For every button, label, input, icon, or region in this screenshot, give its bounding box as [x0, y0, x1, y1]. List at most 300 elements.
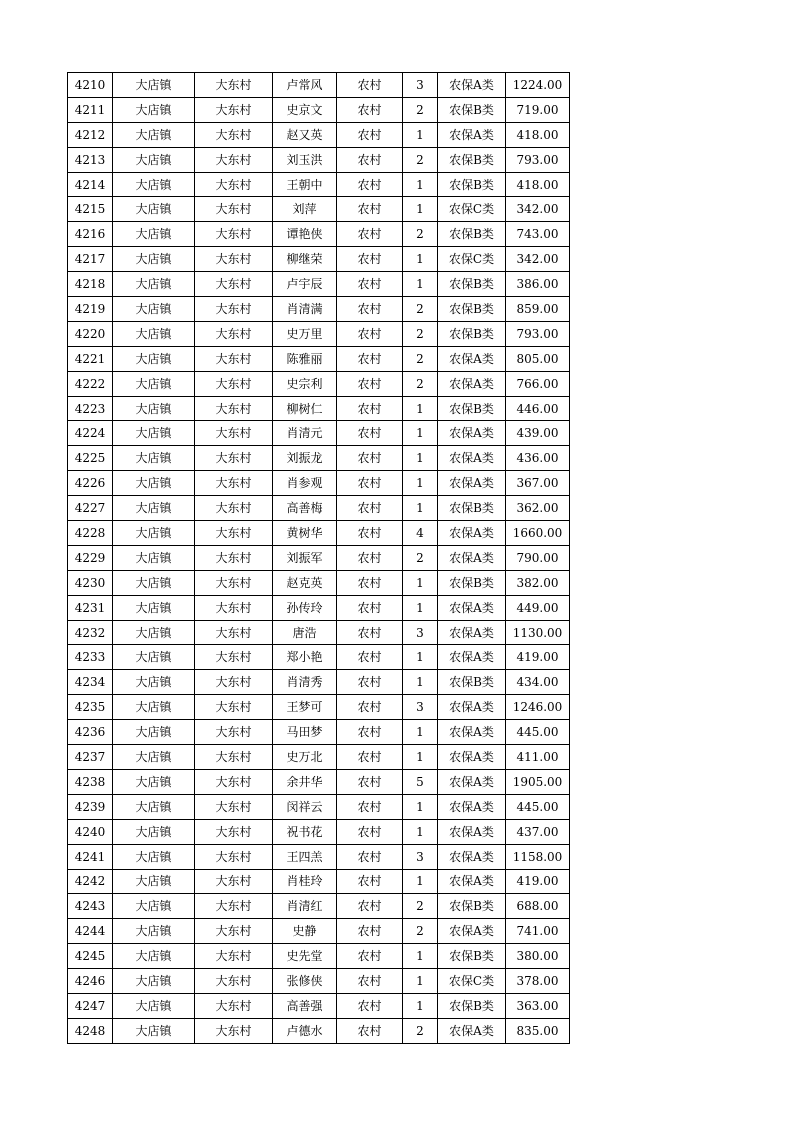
table-row: [68, 993, 570, 1018]
amount-cell: 449.00: [506, 595, 570, 620]
town-cell: 大店镇: [113, 247, 195, 272]
table-row: [68, 869, 570, 894]
member-count-cell: 2: [403, 1018, 438, 1043]
amount-cell: 362.00: [506, 496, 570, 521]
row-number-cell: 4220: [68, 321, 113, 346]
row-number-cell: 4247: [68, 993, 113, 1018]
member-count-cell: 1: [403, 869, 438, 894]
category-cell: 农保B类: [438, 944, 506, 969]
village-cell: 大东村: [195, 919, 273, 944]
table-row: [68, 521, 570, 546]
table-row: [68, 819, 570, 844]
category-cell: 农保A类: [438, 595, 506, 620]
row-number-cell: 4211: [68, 97, 113, 122]
household-type-cell: 农村: [337, 819, 403, 844]
category-cell: 农保B类: [438, 670, 506, 695]
member-count-cell: 1: [403, 595, 438, 620]
amount-cell: 719.00: [506, 97, 570, 122]
member-count-cell: 1: [403, 446, 438, 471]
category-cell: 农保B类: [438, 272, 506, 297]
town-cell: 大店镇: [113, 471, 195, 496]
row-number-cell: 4218: [68, 272, 113, 297]
member-count-cell: 1: [403, 745, 438, 770]
town-cell: 大店镇: [113, 297, 195, 322]
town-cell: 大店镇: [113, 97, 195, 122]
row-number-cell: 4240: [68, 819, 113, 844]
town-cell: 大店镇: [113, 819, 195, 844]
town-cell: 大店镇: [113, 371, 195, 396]
member-count-cell: 2: [403, 297, 438, 322]
village-cell: 大东村: [195, 147, 273, 172]
table-row: [68, 645, 570, 670]
amount-cell: 342.00: [506, 247, 570, 272]
town-cell: 大店镇: [113, 122, 195, 147]
member-count-cell: 1: [403, 396, 438, 421]
village-cell: 大东村: [195, 73, 273, 98]
member-count-cell: 5: [403, 769, 438, 794]
household-type-cell: 农村: [337, 147, 403, 172]
town-cell: 大店镇: [113, 272, 195, 297]
village-cell: 大东村: [195, 272, 273, 297]
category-cell: 农保B类: [438, 894, 506, 919]
amount-cell: 743.00: [506, 222, 570, 247]
household-type-cell: 农村: [337, 321, 403, 346]
name-cell: 肖桂玲: [273, 869, 337, 894]
town-cell: 大店镇: [113, 147, 195, 172]
household-type-cell: 农村: [337, 1018, 403, 1043]
table-row: [68, 446, 570, 471]
household-type-cell: 农村: [337, 570, 403, 595]
household-type-cell: 农村: [337, 97, 403, 122]
name-cell: 陈雅丽: [273, 346, 337, 371]
table-row: [68, 321, 570, 346]
member-count-cell: 1: [403, 645, 438, 670]
row-number-cell: 4228: [68, 521, 113, 546]
category-cell: 农保A类: [438, 371, 506, 396]
village-cell: 大东村: [195, 944, 273, 969]
member-count-cell: 1: [403, 197, 438, 222]
row-number-cell: 4231: [68, 595, 113, 620]
name-cell: 肖清满: [273, 297, 337, 322]
category-cell: 农保A类: [438, 919, 506, 944]
member-count-cell: 2: [403, 346, 438, 371]
village-cell: 大东村: [195, 222, 273, 247]
village-cell: 大东村: [195, 122, 273, 147]
amount-cell: 418.00: [506, 122, 570, 147]
town-cell: 大店镇: [113, 396, 195, 421]
row-number-cell: 4236: [68, 720, 113, 745]
name-cell: 郑小艳: [273, 645, 337, 670]
town-cell: 大店镇: [113, 969, 195, 994]
member-count-cell: 2: [403, 371, 438, 396]
member-count-cell: 1: [403, 496, 438, 521]
category-cell: 农保A类: [438, 521, 506, 546]
name-cell: 高善梅: [273, 496, 337, 521]
row-number-cell: 4213: [68, 147, 113, 172]
table-row: [68, 769, 570, 794]
town-cell: 大店镇: [113, 794, 195, 819]
name-cell: 刘萍: [273, 197, 337, 222]
member-count-cell: 1: [403, 993, 438, 1018]
member-count-cell: 1: [403, 122, 438, 147]
household-type-cell: 农村: [337, 720, 403, 745]
amount-cell: 835.00: [506, 1018, 570, 1043]
category-cell: 农保A类: [438, 695, 506, 720]
amount-cell: 363.00: [506, 993, 570, 1018]
amount-cell: 1246.00: [506, 695, 570, 720]
member-count-cell: 1: [403, 670, 438, 695]
category-cell: 农保A类: [438, 346, 506, 371]
category-cell: 农保A类: [438, 645, 506, 670]
member-count-cell: 1: [403, 819, 438, 844]
household-type-cell: 农村: [337, 172, 403, 197]
town-cell: 大店镇: [113, 894, 195, 919]
name-cell: 王梦可: [273, 695, 337, 720]
village-cell: 大东村: [195, 521, 273, 546]
town-cell: 大店镇: [113, 745, 195, 770]
category-cell: 农保A类: [438, 471, 506, 496]
amount-cell: 446.00: [506, 396, 570, 421]
row-number-cell: 4224: [68, 421, 113, 446]
village-cell: 大东村: [195, 670, 273, 695]
row-number-cell: 4242: [68, 869, 113, 894]
category-cell: 农保A类: [438, 819, 506, 844]
category-cell: 农保A类: [438, 421, 506, 446]
table-row: [68, 496, 570, 521]
village-cell: 大东村: [195, 321, 273, 346]
row-number-cell: 4237: [68, 745, 113, 770]
table-row: [68, 1018, 570, 1043]
village-cell: 大东村: [195, 844, 273, 869]
household-type-cell: 农村: [337, 993, 403, 1018]
row-number-cell: 4245: [68, 944, 113, 969]
amount-cell: 793.00: [506, 321, 570, 346]
name-cell: 史先堂: [273, 944, 337, 969]
village-cell: 大东村: [195, 297, 273, 322]
member-count-cell: 1: [403, 720, 438, 745]
town-cell: 大店镇: [113, 421, 195, 446]
town-cell: 大店镇: [113, 769, 195, 794]
name-cell: 肖参观: [273, 471, 337, 496]
household-type-cell: 农村: [337, 122, 403, 147]
category-cell: 农保B类: [438, 496, 506, 521]
name-cell: 刘玉洪: [273, 147, 337, 172]
category-cell: 农保A类: [438, 73, 506, 98]
row-number-cell: 4226: [68, 471, 113, 496]
amount-cell: 766.00: [506, 371, 570, 396]
household-type-cell: 农村: [337, 396, 403, 421]
name-cell: 王朝中: [273, 172, 337, 197]
name-cell: 史万里: [273, 321, 337, 346]
household-type-cell: 农村: [337, 197, 403, 222]
table-row: [68, 620, 570, 645]
town-cell: 大店镇: [113, 446, 195, 471]
village-cell: 大东村: [195, 869, 273, 894]
amount-cell: 437.00: [506, 819, 570, 844]
category-cell: 农保A类: [438, 720, 506, 745]
village-cell: 大东村: [195, 545, 273, 570]
town-cell: 大店镇: [113, 172, 195, 197]
household-type-cell: 农村: [337, 745, 403, 770]
amount-cell: 367.00: [506, 471, 570, 496]
table-row: [68, 222, 570, 247]
household-type-cell: 农村: [337, 545, 403, 570]
amount-cell: 434.00: [506, 670, 570, 695]
amount-cell: 445.00: [506, 720, 570, 745]
amount-cell: 805.00: [506, 346, 570, 371]
name-cell: 祝书花: [273, 819, 337, 844]
town-cell: 大店镇: [113, 321, 195, 346]
category-cell: 农保A类: [438, 769, 506, 794]
name-cell: 史京文: [273, 97, 337, 122]
name-cell: 谭艳侠: [273, 222, 337, 247]
table-row: [68, 570, 570, 595]
member-count-cell: 3: [403, 73, 438, 98]
household-type-cell: 农村: [337, 919, 403, 944]
amount-cell: 380.00: [506, 944, 570, 969]
name-cell: 刘振军: [273, 545, 337, 570]
household-type-cell: 农村: [337, 272, 403, 297]
household-type-cell: 农村: [337, 371, 403, 396]
name-cell: 马田梦: [273, 720, 337, 745]
village-cell: 大东村: [195, 620, 273, 645]
member-count-cell: 1: [403, 969, 438, 994]
row-number-cell: 4235: [68, 695, 113, 720]
name-cell: 卢常风: [273, 73, 337, 98]
village-cell: 大东村: [195, 172, 273, 197]
name-cell: 王四羔: [273, 844, 337, 869]
village-cell: 大东村: [195, 819, 273, 844]
household-type-cell: 农村: [337, 521, 403, 546]
town-cell: 大店镇: [113, 197, 195, 222]
name-cell: 柳树仁: [273, 396, 337, 421]
table-row: [68, 844, 570, 869]
household-type-cell: 农村: [337, 769, 403, 794]
name-cell: 肖清元: [273, 421, 337, 446]
household-type-cell: 农村: [337, 894, 403, 919]
amount-cell: 382.00: [506, 570, 570, 595]
table-row: [68, 894, 570, 919]
household-type-cell: 农村: [337, 869, 403, 894]
category-cell: 农保A类: [438, 545, 506, 570]
row-number-cell: 4232: [68, 620, 113, 645]
town-cell: 大店镇: [113, 496, 195, 521]
table-row: [68, 122, 570, 147]
village-cell: 大东村: [195, 595, 273, 620]
name-cell: 史宗利: [273, 371, 337, 396]
amount-cell: 419.00: [506, 645, 570, 670]
category-cell: 农保B类: [438, 172, 506, 197]
town-cell: 大店镇: [113, 720, 195, 745]
row-number-cell: 4212: [68, 122, 113, 147]
table-row: [68, 471, 570, 496]
village-cell: 大东村: [195, 993, 273, 1018]
town-cell: 大店镇: [113, 844, 195, 869]
row-number-cell: 4241: [68, 844, 113, 869]
household-type-cell: 农村: [337, 247, 403, 272]
amount-cell: 411.00: [506, 745, 570, 770]
village-cell: 大东村: [195, 496, 273, 521]
table-row: [68, 421, 570, 446]
table-row: [68, 944, 570, 969]
table-row: [68, 272, 570, 297]
name-cell: 史静: [273, 919, 337, 944]
member-count-cell: 1: [403, 944, 438, 969]
name-cell: 孙传玲: [273, 595, 337, 620]
row-number-cell: 4210: [68, 73, 113, 98]
town-cell: 大店镇: [113, 570, 195, 595]
household-type-cell: 农村: [337, 670, 403, 695]
table-row: [68, 745, 570, 770]
village-cell: 大东村: [195, 197, 273, 222]
row-number-cell: 4233: [68, 645, 113, 670]
member-count-cell: 2: [403, 545, 438, 570]
category-cell: 农保B类: [438, 321, 506, 346]
category-cell: 农保A类: [438, 122, 506, 147]
row-number-cell: 4243: [68, 894, 113, 919]
member-count-cell: 1: [403, 421, 438, 446]
amount-cell: 445.00: [506, 794, 570, 819]
village-cell: 大东村: [195, 645, 273, 670]
category-cell: 农保A类: [438, 446, 506, 471]
household-type-cell: 农村: [337, 969, 403, 994]
row-number-cell: 4227: [68, 496, 113, 521]
member-count-cell: 1: [403, 247, 438, 272]
category-cell: 农保C类: [438, 969, 506, 994]
household-type-cell: 农村: [337, 595, 403, 620]
town-cell: 大店镇: [113, 1018, 195, 1043]
village-cell: 大东村: [195, 471, 273, 496]
amount-cell: 1158.00: [506, 844, 570, 869]
row-number-cell: 4244: [68, 919, 113, 944]
member-count-cell: 2: [403, 894, 438, 919]
amount-cell: 342.00: [506, 197, 570, 222]
household-type-cell: 农村: [337, 944, 403, 969]
household-type-cell: 农村: [337, 471, 403, 496]
member-count-cell: 3: [403, 844, 438, 869]
relief-roster-table: [67, 72, 570, 1044]
member-count-cell: 1: [403, 570, 438, 595]
household-type-cell: 农村: [337, 645, 403, 670]
table-row: [68, 172, 570, 197]
member-count-cell: 1: [403, 471, 438, 496]
amount-cell: 688.00: [506, 894, 570, 919]
row-number-cell: 4214: [68, 172, 113, 197]
town-cell: 大店镇: [113, 346, 195, 371]
category-cell: 农保A类: [438, 844, 506, 869]
row-number-cell: 4217: [68, 247, 113, 272]
amount-cell: 790.00: [506, 545, 570, 570]
amount-cell: 436.00: [506, 446, 570, 471]
household-type-cell: 农村: [337, 73, 403, 98]
row-number-cell: 4229: [68, 545, 113, 570]
name-cell: 卢宇辰: [273, 272, 337, 297]
household-type-cell: 农村: [337, 496, 403, 521]
amount-cell: 1905.00: [506, 769, 570, 794]
category-cell: 农保C类: [438, 247, 506, 272]
village-cell: 大东村: [195, 446, 273, 471]
amount-cell: 1224.00: [506, 73, 570, 98]
row-number-cell: 4234: [68, 670, 113, 695]
member-count-cell: 2: [403, 147, 438, 172]
village-cell: 大东村: [195, 745, 273, 770]
village-cell: 大东村: [195, 969, 273, 994]
category-cell: 农保A类: [438, 620, 506, 645]
amount-cell: 1660.00: [506, 521, 570, 546]
row-number-cell: 4238: [68, 769, 113, 794]
household-type-cell: 农村: [337, 844, 403, 869]
category-cell: 农保B类: [438, 396, 506, 421]
member-count-cell: 2: [403, 97, 438, 122]
name-cell: 刘振龙: [273, 446, 337, 471]
village-cell: 大东村: [195, 1018, 273, 1043]
village-cell: 大东村: [195, 346, 273, 371]
table-row: [68, 396, 570, 421]
category-cell: 农保B类: [438, 993, 506, 1018]
name-cell: 柳继荣: [273, 247, 337, 272]
village-cell: 大东村: [195, 894, 273, 919]
table-row: [68, 720, 570, 745]
category-cell: 农保A类: [438, 794, 506, 819]
village-cell: 大东村: [195, 794, 273, 819]
name-cell: 张修侠: [273, 969, 337, 994]
member-count-cell: 3: [403, 695, 438, 720]
row-number-cell: 4222: [68, 371, 113, 396]
household-type-cell: 农村: [337, 297, 403, 322]
village-cell: 大东村: [195, 695, 273, 720]
table-row: [68, 371, 570, 396]
village-cell: 大东村: [195, 247, 273, 272]
table-row: [68, 197, 570, 222]
row-number-cell: 4248: [68, 1018, 113, 1043]
household-type-cell: 农村: [337, 695, 403, 720]
member-count-cell: 2: [403, 919, 438, 944]
village-cell: 大东村: [195, 396, 273, 421]
row-number-cell: 4225: [68, 446, 113, 471]
table-row: [68, 297, 570, 322]
name-cell: 赵又英: [273, 122, 337, 147]
table-row: [68, 73, 570, 98]
category-cell: 农保A类: [438, 745, 506, 770]
household-type-cell: 农村: [337, 222, 403, 247]
category-cell: 农保A类: [438, 1018, 506, 1043]
name-cell: 赵克英: [273, 570, 337, 595]
amount-cell: 793.00: [506, 147, 570, 172]
town-cell: 大店镇: [113, 645, 195, 670]
row-number-cell: 4246: [68, 969, 113, 994]
household-type-cell: 农村: [337, 620, 403, 645]
name-cell: 闵祥云: [273, 794, 337, 819]
table-row: [68, 247, 570, 272]
village-cell: 大东村: [195, 371, 273, 396]
table-row: [68, 97, 570, 122]
name-cell: 肖清秀: [273, 670, 337, 695]
category-cell: 农保A类: [438, 869, 506, 894]
name-cell: 唐浩: [273, 620, 337, 645]
member-count-cell: 2: [403, 321, 438, 346]
amount-cell: 439.00: [506, 421, 570, 446]
name-cell: 余井华: [273, 769, 337, 794]
name-cell: 卢德水: [273, 1018, 337, 1043]
table-row: [68, 794, 570, 819]
town-cell: 大店镇: [113, 595, 195, 620]
member-count-cell: 1: [403, 272, 438, 297]
town-cell: 大店镇: [113, 993, 195, 1018]
town-cell: 大店镇: [113, 695, 195, 720]
category-cell: 农保B类: [438, 297, 506, 322]
amount-cell: 859.00: [506, 297, 570, 322]
category-cell: 农保B类: [438, 147, 506, 172]
